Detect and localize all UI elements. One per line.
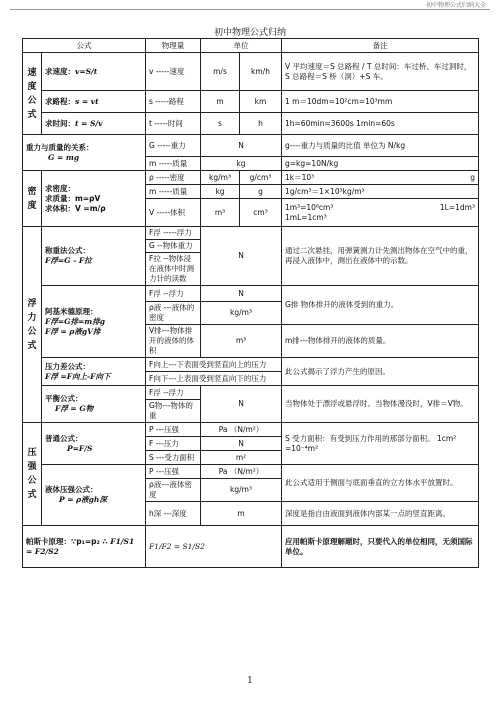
pascal-formula: 帕斯卡原理：∵p₁=p₂ ∴ F1/S1 = F2/S2	[23, 526, 146, 568]
speed-unit-3b: h	[240, 113, 282, 135]
density-unit-3a: m³	[201, 199, 240, 227]
buoyancy-weigh-q1: F浮 -----浮力	[146, 227, 201, 240]
gravity-formula: 重力与质量的关系： G = mg	[23, 135, 146, 171]
buoyancy-weigh-formula: 称重法公式： F浮=G - F拉	[42, 227, 146, 286]
buoyancy-weigh-unit: N	[201, 227, 282, 286]
gravity-unit-1: N	[201, 135, 282, 157]
table-row	[23, 53, 479, 91]
density-formulas: 求密度： 求质量：m=ρV 求体积：V =m/ρ	[42, 171, 146, 227]
density-unit-3b: cm³	[240, 199, 282, 227]
density-quantity-2: m -----质量	[146, 185, 201, 199]
buoyancy-bal-q2: G物---物体的重	[146, 400, 201, 423]
category-speed: 速度公式	[23, 53, 42, 135]
pressure-liq-formula: 液体压强公式： P = ρ液gh深	[42, 465, 146, 526]
density-unit-2a: kg	[201, 185, 240, 199]
buoyancy-weigh-note: 通过二次悬挂，用弹簧测力计先测出物体在空气中的重，再浸入液体中，测出在液体中的示数。	[282, 227, 479, 286]
density-unit-1a: kg/m³	[201, 171, 240, 185]
category-pressure: 压强公式	[23, 423, 42, 526]
speed-formula-3: 求时间：t = S/v	[42, 113, 146, 135]
table-row	[23, 423, 479, 437]
density-quantity-1: ρ -----密度	[146, 171, 201, 185]
buoyancy-bal-unit: N	[201, 386, 282, 423]
speed-unit-1b: km/h	[240, 53, 282, 91]
pressure-liq-q1: P ---压强	[146, 465, 201, 479]
buoyancy-arch-q1: F浮 --浮力	[146, 286, 201, 302]
buoyancy-arch-u1: N	[201, 286, 282, 302]
density-note-3: 1m³=10⁶cm³ 1L=1dm³ 1mL=1cm³	[282, 199, 479, 227]
category-buoyancy: 浮力公式	[23, 227, 42, 423]
table-row	[23, 526, 479, 568]
col-quantity: 物理量	[146, 39, 201, 53]
pressure-liq-q2: ρ液---液体密度	[146, 479, 201, 502]
buoyancy-weigh-q2: G --物体重力	[146, 240, 201, 253]
speed-unit-2b: km	[240, 91, 282, 113]
pressure-gen-u1: Pa （N/m²）	[201, 423, 282, 437]
gravity-unit-2: kg	[201, 157, 282, 171]
speed-unit-1a: m/s	[201, 53, 240, 91]
pressure-liq-u3: m	[201, 502, 282, 526]
buoyancy-bal-q1: F浮 --浮力	[146, 386, 201, 400]
buoyancy-arch-u2: kg/m³	[201, 302, 282, 325]
speed-note-3: 1h=60min=3600s 1min=60s	[282, 113, 479, 135]
density-unit-2b: g	[240, 185, 282, 199]
table-row	[23, 113, 479, 135]
gravity-quantity-2: m -----质量	[146, 157, 201, 171]
buoyancy-bal-formula: 平衡公式： F浮 = G物	[42, 386, 146, 423]
table-header-row	[23, 39, 479, 53]
document-title: 初中物理公式归纳	[213, 28, 286, 38]
speed-formula-2: 求路程：s = vt	[42, 91, 146, 113]
buoyancy-bal-note: 当物体处于漂浮或悬浮时。当物体漫没时，V排＝V物。	[282, 386, 479, 423]
buoyancy-arch-q2: ρ液 ---液体的密度	[146, 302, 201, 325]
table-row	[23, 286, 479, 302]
pressure-gen-q1: P ---压强	[146, 423, 201, 437]
col-unit: 单位	[201, 39, 282, 53]
running-header: 初中物理公式归纳大全	[425, 2, 486, 9]
density-note-2: 1g/cm³＝1×10³kg/m³	[282, 185, 479, 199]
speed-quantity-3: t -----时间	[146, 113, 201, 135]
speed-formula-1: 求速度：v=S/t	[42, 53, 146, 91]
gravity-note-2: g=kg≈10N/kg	[282, 157, 479, 171]
buoyancy-arch-q3: V排---物体排开的液体的体积	[146, 325, 201, 358]
buoyancy-arch-u3: m³	[201, 325, 282, 358]
buoyancy-weigh-q3: F拉 --物体浸在液体中时测力计的读数	[146, 253, 201, 286]
pressure-liq-u1: Pa （N/m²）	[201, 465, 282, 479]
gravity-quantity-1: G -----重力	[146, 135, 201, 157]
pressure-gen-q2: F ---压力	[146, 437, 201, 451]
speed-quantity-1: v -----速度	[146, 53, 201, 91]
table-row	[23, 358, 479, 372]
speed-unit-2a: m	[201, 91, 240, 113]
pressure-gen-q3: S ---受力面积	[146, 451, 201, 465]
col-notes: 备注	[282, 39, 479, 53]
pressure-gen-formula: 普通公式： P=F/S	[42, 423, 146, 465]
pressure-liq-n2: 深度是指自由液面到液体内部某一点的竖直距离。	[282, 502, 479, 526]
speed-quantity-2: s -----路程	[146, 91, 201, 113]
density-unit-1b: g/cm³	[240, 171, 282, 185]
speed-note-2: 1 m＝10dm=10²cm=10³mm	[282, 91, 479, 113]
speed-note-1: V 平均速度＝S 总路程 / T 总时间：车过桥、车过洞时，S 总路程＝S 桥（洞）+S 车。	[282, 53, 479, 91]
pressure-gen-u3: m²	[201, 451, 282, 465]
table-row	[23, 465, 479, 479]
buoyancy-arch-formula: 阿基米德原理： F浮=G排=m排g F浮 = ρ液gV排	[42, 286, 146, 358]
pascal-note: 应用帕斯卡原理解题时，只要代入的单位相同，无须国际单位。	[282, 526, 479, 568]
col-formula: 公式	[23, 39, 146, 53]
table-row	[23, 227, 479, 240]
category-density: 密度	[23, 171, 42, 227]
buoyancy-arch-n2: m排---物体排开的液体的质量。	[282, 325, 479, 358]
pressure-gen-note: S 受力面积：有受到压力作用的那部分面积。 1cm² =10⁻⁴m²	[282, 423, 479, 465]
table-row	[23, 171, 479, 185]
table-row	[23, 386, 479, 400]
buoyancy-press-q1: F向上---下表面受到竖直向上的压力	[146, 358, 282, 372]
pressure-liq-n1: 此公式适用于侧面与底面垂直的立方体水平放置时。	[282, 465, 479, 502]
table-row	[23, 91, 479, 113]
pascal-formula-2: F1/F2 = S1/S2	[146, 526, 282, 568]
buoyancy-arch-n1: G排 物体排开的液体受到的重力。	[282, 286, 479, 325]
pressure-liq-u2: kg/m³	[201, 479, 282, 502]
buoyancy-press-formula: 压力差公式： F浮 =F向上-F向下	[42, 358, 146, 386]
table-row	[23, 135, 479, 157]
pressure-liq-q3: h深 ---深度	[146, 502, 201, 526]
pressure-gen-u2: N	[201, 437, 282, 451]
speed-unit-3a: s	[201, 113, 240, 135]
header-rule	[10, 9, 490, 10]
pascal-formula-1: F1/S1 = F2/S2	[26, 536, 135, 556]
density-quantity-3: V -----体积	[146, 199, 201, 227]
formula-table	[22, 38, 479, 568]
page-number: 1	[247, 676, 253, 686]
buoyancy-press-note: 此公式揭示了浮力产生的原因。	[282, 358, 479, 386]
gravity-note-1: g----重力与质量的比值 单位为 N/kg	[282, 135, 479, 157]
buoyancy-press-q2: F向下---上表面受到竖直向下的压力	[146, 372, 282, 386]
density-note-1: 1k＝10³ g	[282, 171, 479, 185]
